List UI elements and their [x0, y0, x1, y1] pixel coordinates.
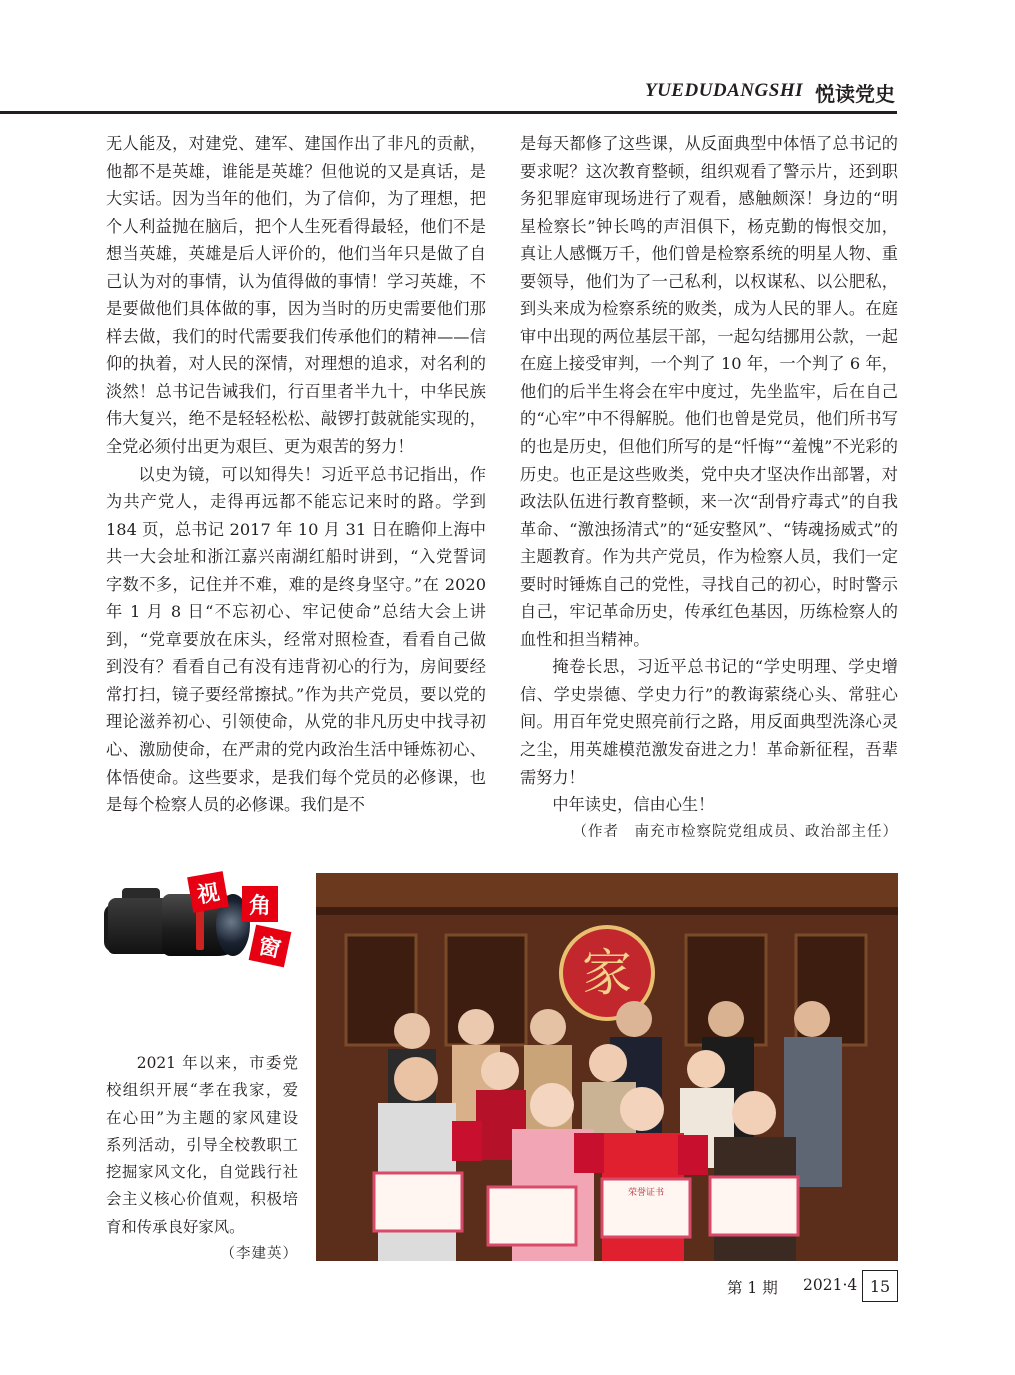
issue-number: 第 1 期 — [727, 1279, 778, 1297]
person-head — [708, 1001, 744, 1037]
page-header — [0, 0, 1015, 120]
person-head — [620, 1087, 664, 1131]
photo-beam-shadow — [316, 907, 898, 915]
person-head — [481, 1052, 519, 1090]
photo-caption — [106, 1050, 298, 1268]
author-byline: （作者 南充市检察院党组成员、政治部主任） — [572, 823, 898, 840]
column-tag-3: 窗 — [249, 925, 292, 968]
caption-text — [106, 1050, 298, 1241]
right-paragraph-1: 是每天都修了这些课，从反面典型中体悟了总书记的要求呢？这次教育整顿，组织观看了警示片，还到职务犯罪庭审现场进行了观看，感触颇深！身边的“明星检察长”钟长鸣的声泪俱下，杨克勤的悔恨交加，真让人感慨万千，他们曾是检察系统的明星人物、重要领导，他们为了一己私利，以权谋私、以公肥私，到头来成为检察系统的败类，成为人民的罪人。在庭审中出现的两位基层干部，一起勾结挪用公款，一起在庭上接受审判，一个判了 10 年，一个判了 6 年，他们的后半生将会在牢中度过，先坐监牢，后在自己的“心牢”中不得解脱。他们也曾是党员，他们所书写的也是历史，但他们所写的是“忏悔”“羞愧”不光彩的历史。也正是这些败类，党中央才坚决作出部署，对政法队伍进行教育整顿，来一次“刮骨疗毒式”的自我革命、“激浊扬清式”的“延安整风”、“铸魂扬威式”的主题教育。作为共产党员，作为检察人员，我们一定要时时锤炼自己的党性，寻找自己的初心，时时警示自己，牢记革命历史，传承红色基因，历练检察人的血性和担当精神。 — [520, 134, 898, 649]
certificate-label: 荣誉证书 — [627, 1188, 665, 1198]
page-number: 15 — [862, 1270, 898, 1302]
person-head — [794, 1001, 830, 1037]
certificate — [374, 1173, 462, 1231]
person-head — [732, 1091, 776, 1135]
right-paragraph-3: 中年读史，信由心生！ — [552, 795, 715, 815]
left-column — [106, 130, 486, 819]
caption-author: （李建英） — [220, 1246, 298, 1263]
photo-roof-beam — [316, 873, 898, 907]
certificate — [488, 1187, 576, 1245]
right-column — [520, 130, 898, 846]
camera-icon — [108, 898, 170, 954]
column-tag-1: 视 — [187, 871, 229, 913]
red-certificate-booklet — [574, 1133, 604, 1173]
group-photo — [316, 873, 898, 1261]
red-certificate-booklet — [678, 1135, 708, 1175]
group-photo-illustration — [316, 873, 898, 1261]
left-paragraph-1: 无人能及，对建党、建军、建国作出了非凡的贡献，他都不是英雄，谁能是英雄？但他说的又是真话，是大实话。因为当年的他们，为了信仰，为了理想，把个人利益抛在脑后，把个人生死看得最轻，他们不是想当英雄，英雄是后人评价的，他们当年只是做了自己认为对的事情，认为值得做的事情！学习英雄，不是要做他们具体做的事，因为当时的历史需要他们那样去做，我们的时代需要我们传承他们的精神——信仰的执着，对人民的深情，对理想的追求，对名利的淡然！总书记告诫我们，行百里者半九十，中华民族伟大复兴，绝不是轻轻松松、敲锣打鼓就能实现的，全党必须付出更为艰巨、更为艰苦的努力！ — [106, 134, 486, 457]
header-chinese-title: 悦读党史 — [815, 82, 895, 106]
caption-body: 2021 年以来，市委党校组织开展“孝在我家，爱在心田”为主题的家风建设系列活动，引导全校教职工挖掘家风文化，自觉践行社会主义核心价值观，积极培育和传承良好家风。 — [106, 1054, 298, 1236]
red-certificate-booklet — [452, 1121, 482, 1161]
page-footer — [0, 1270, 1015, 1310]
person-head — [394, 1057, 438, 1101]
column-tag-2: 角 — [242, 886, 278, 922]
left-paragraph-2: 以史为镜，可以知得失！习近平总书记指出，作为共产党人，走得再远都不能忘记来时的路。学到184 页，总书记 2017 年 10 月 31 日在瞻仰上海中共一大会址和浙江嘉兴南湖红船时讲到，“入党誓词字数不多，记住并不难，难的是终身坚守。”在 2020 年 1 月 8 日“不忘初心、牢记使命”总结大会上讲到，“党章要放在床头，经常对照检查，看看自己做到没有？看看自己有没有违背初心的行为，房间要经常打扫，镜子要经常擦拭。”作为共产党员，要以党的理论滋养初心、引领使命，从党的非凡历史中找寻初心、激励使命，在严肃的党内政治生活中锤炼初心、体悟使命。这些要求，是我们每个党员的必修课，也是每个检察人员的必修课。我们是不 — [106, 464, 486, 815]
person-head — [616, 1001, 652, 1037]
right-paragraph-2: 掩卷长思，习近平总书记的“学史明理、学史增信、学史崇德、学史力行”的教诲萦绕心头、常驻心间。用百年党史照亮前行之路，用反面典型洗涤心灵之尘，用英雄模范激发奋进之力！革命新征程，吾辈需努力！ — [520, 657, 898, 787]
person-head — [530, 1009, 566, 1045]
person-head — [458, 1009, 494, 1045]
plaque-character: 家 — [582, 944, 632, 1002]
column-logo — [104, 868, 299, 968]
person-head — [589, 1044, 627, 1082]
certificate — [710, 1177, 798, 1235]
person-head — [687, 1050, 725, 1088]
header-rule — [0, 111, 897, 114]
caption-author-row — [106, 1241, 298, 1268]
person-head — [530, 1083, 574, 1127]
header-latin-title: YUEDUDANGSHI — [644, 80, 803, 101]
issue-date: 2021·4 — [803, 1276, 858, 1294]
person-head — [394, 1013, 430, 1049]
